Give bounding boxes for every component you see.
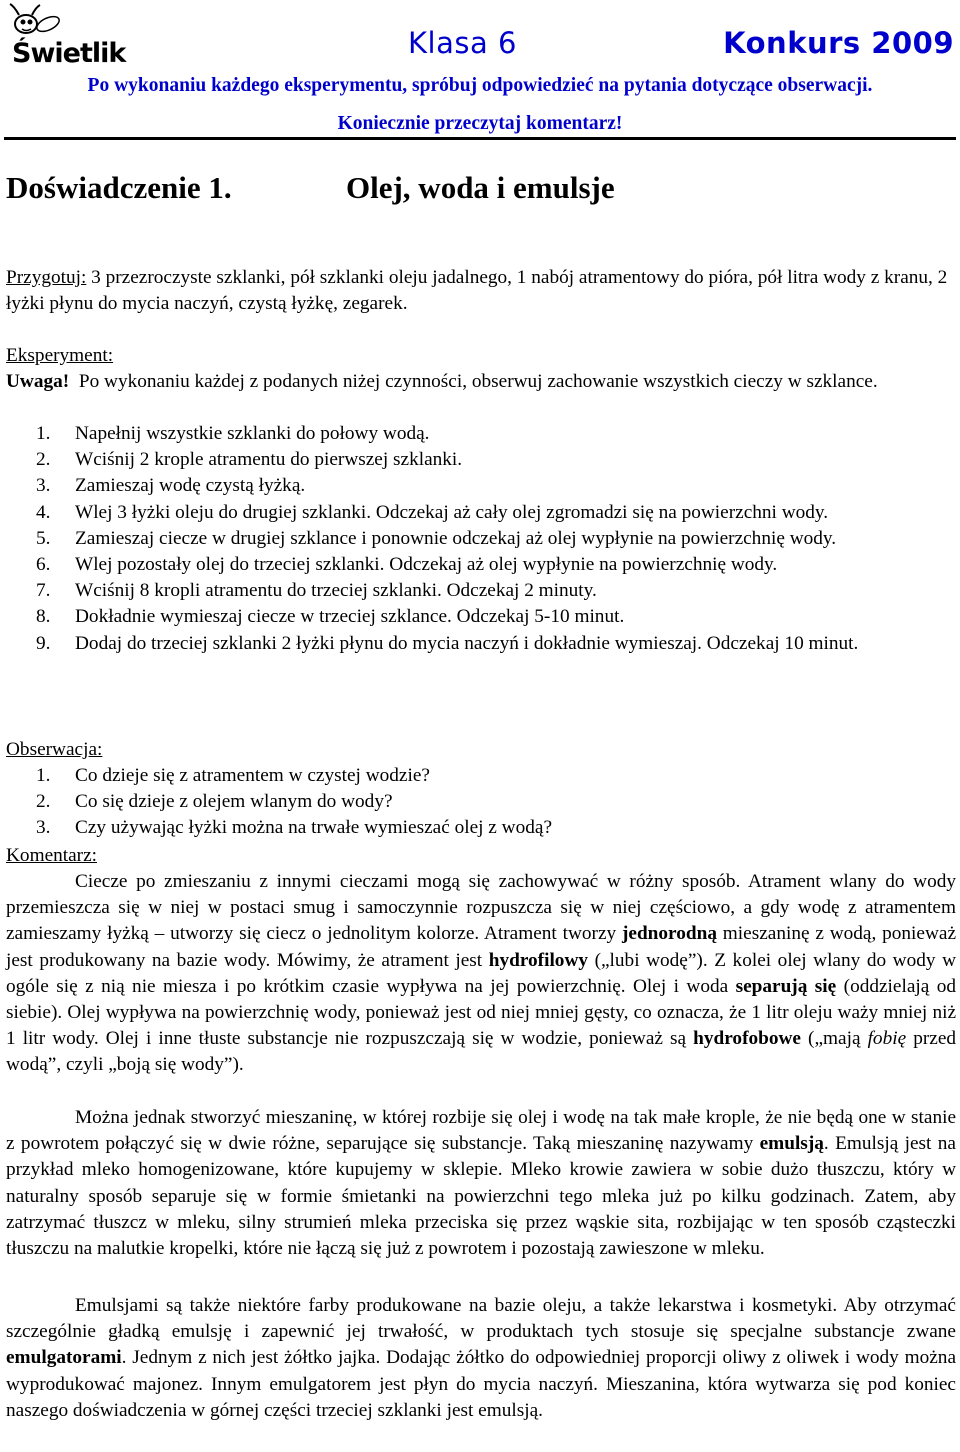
step-item: 3. Zamieszaj wodę czystą łyżką.: [36, 475, 306, 497]
step-item: 5. Zamieszaj ciecze w drugiej szklance i ponownie odczekaj aż olej wypłynie na powierzchnię wody.: [36, 527, 837, 549]
question-item: 3. Czy używając łyżki można na trwałe wymieszać olej z wodą?: [36, 817, 553, 839]
logo-text: Świetlik: [12, 38, 126, 69]
comment-paragraph-3: Emulsjami są także niektóre farby produkowane na bazie oleju, a także lekarstwa i kosmetyki. Aby otrzymać szczególnie gładką emulsję i zapewnić jej trwałość, w produktach tych stosuje się specjalne substancje zwane emulgatorami. Jednym z nich jest żółtko jajka. Dodając żółtko do odpowiedniej proporcji oliwy z oliwek i wody można wyprodukować majonez. Innym emulgatorem jest płyn do mycia naczyń. Mieszanina, która wytwarza się pod koniec naszego doświadczenia w górnej części trzeciej szklanki jest emulsją.: [6, 1295, 956, 1421]
instruction-line-2: Koniecznie przeczytaj komentarz!: [337, 113, 623, 134]
swietlik-logo: [4, 2, 124, 72]
experiment-number: Doświadczenie 1.: [6, 170, 232, 205]
step-item: 4. Wlej 3 łyżki oleju do drugiej szklanki. Odczekaj aż cały olej zgromadzi się na powierzchni wody.: [36, 501, 829, 523]
comment-paragraph-2: Można jednak stworzyć mieszaninę, w której rozbije się olej i wodę na tak małe krople, że nie będą one w stanie z powrotem połączyć się w dwie różne, separujące się substancje. Taką mieszaninę nazywamy emulsją. Emulsją jest na przykład mleko homogenizowane, które kupujemy w sklepie. Mleko krowie zawiera w sobie dużo tłuszczu, który w naturalny sposób separuje się w formie śmietanki na powierzchni tego mleka już po kilku godzinach. Zatem, aby zatrzymać tłuszcz w mleku, silny strumień mleka przeciska się przez wąskie sita, rozbijając w ten sposób cząsteczki tłuszczu na malutkie kropelki, które nie łączą się już z powrotem i pozostają zawieszone w mleku.: [6, 1107, 956, 1260]
step-item: 6. Wlej pozostały olej do trzeciej szklanki. Odczekaj aż olej wypłynie na powierzchnię wody.: [36, 554, 778, 576]
header-divider: [4, 137, 956, 140]
questions-list: [6, 763, 956, 842]
prepare-paragraph: [6, 265, 956, 317]
step-item: 1. Napełnij wszystkie szklanki do połowy wodą.: [36, 423, 430, 444]
steps-list: [6, 421, 956, 657]
class-label: Klasa 6: [408, 26, 517, 60]
experiment-title: Olej, woda i emulsje: [346, 170, 615, 205]
question-item: 2. Co się dzieje z olejem wlanym do wody?: [36, 791, 393, 813]
question-item: 1. Co dzieje się z atramentem w czystej wodzie?: [36, 765, 430, 786]
warning-text: Po wykonaniu każdej z podanych niżej czynności, obserwuj zachowanie wszystkich cieczy w szklance.: [69, 371, 878, 392]
comment-label: Komentarz:: [6, 845, 98, 866]
step-item: 8. Dokładnie wymieszaj ciecze w trzeciej szklance. Odczekaj 5-10 minut.: [36, 606, 625, 628]
prepare-text: 3 przezroczyste szklanki, pół szklanki oleju jadalnego, 1 nabój atramentowy do pióra, pół litra wody z kranu, 2 łyżki płynu do mycia naczyń, czystą łyżkę, zegarek.: [6, 267, 948, 315]
step-item: 7. Wciśnij 8 kropli atramentu do trzeciej szklanki. Odczekaj 2 minuty.: [36, 580, 597, 602]
observation-label: Obserwacja:: [6, 739, 103, 760]
warning-label: Uwaga!: [6, 371, 70, 392]
instruction-line-1: Po wykonaniu każdego eksperymentu, spróbuj odpowiedzieć na pytania dotyczące obserwacji.: [87, 75, 873, 96]
step-item: 9. Dodaj do trzeciej szklanki 2 łyżki płynu do mycia naczyń i dokładnie wymieszaj. Odczekaj 10 minut.: [36, 632, 859, 654]
step-item: 2. Wciśnij 2 krople atramentu do pierwszej szklanki.: [36, 449, 463, 471]
prepare-label: Przygotuj:: [6, 267, 87, 288]
contest-label: Konkurs 2009: [723, 26, 954, 60]
experiment-label: Eksperyment:: [6, 345, 114, 366]
comment-paragraph-1: Ciecze po zmieszaniu z innymi cieczami mogą się zachowywać w różny sposób. Atrament wlany do wody przemieszcza się w niej w postaci smug i samoczynnie rozpuszcza się w niej częściowo, a gdy wodę z atramentem zamieszamy łyżką – utworzy się ciecz o jednolitym kolorze. Atrament tworzy jednorodną mieszaninę z wodą, ponieważ jest produkowany na bazie wody. Mówimy, że atrament jest hydrofilowy („lubi wodę”). Z kolei olej wlany do wody w ogóle się z nią nie miesza i po krótkim czasie wypływa na jej powierzchnię. Olej i woda separują się (oddzielają od siebie). Olej wypływa na powierzchnię wody, ponieważ jest od niej mniej gęsty, co oznacza, że 1 litr oleju waży mniej niż 1 litr wody. Olej i inne tłuste substancje nie rozpuszczają się w wodzie, ponieważ są hydrofobowe („mają fobię przed wodą”, czyli „boją się wody”).: [6, 871, 957, 1076]
warning-paragraph: [6, 369, 956, 395]
